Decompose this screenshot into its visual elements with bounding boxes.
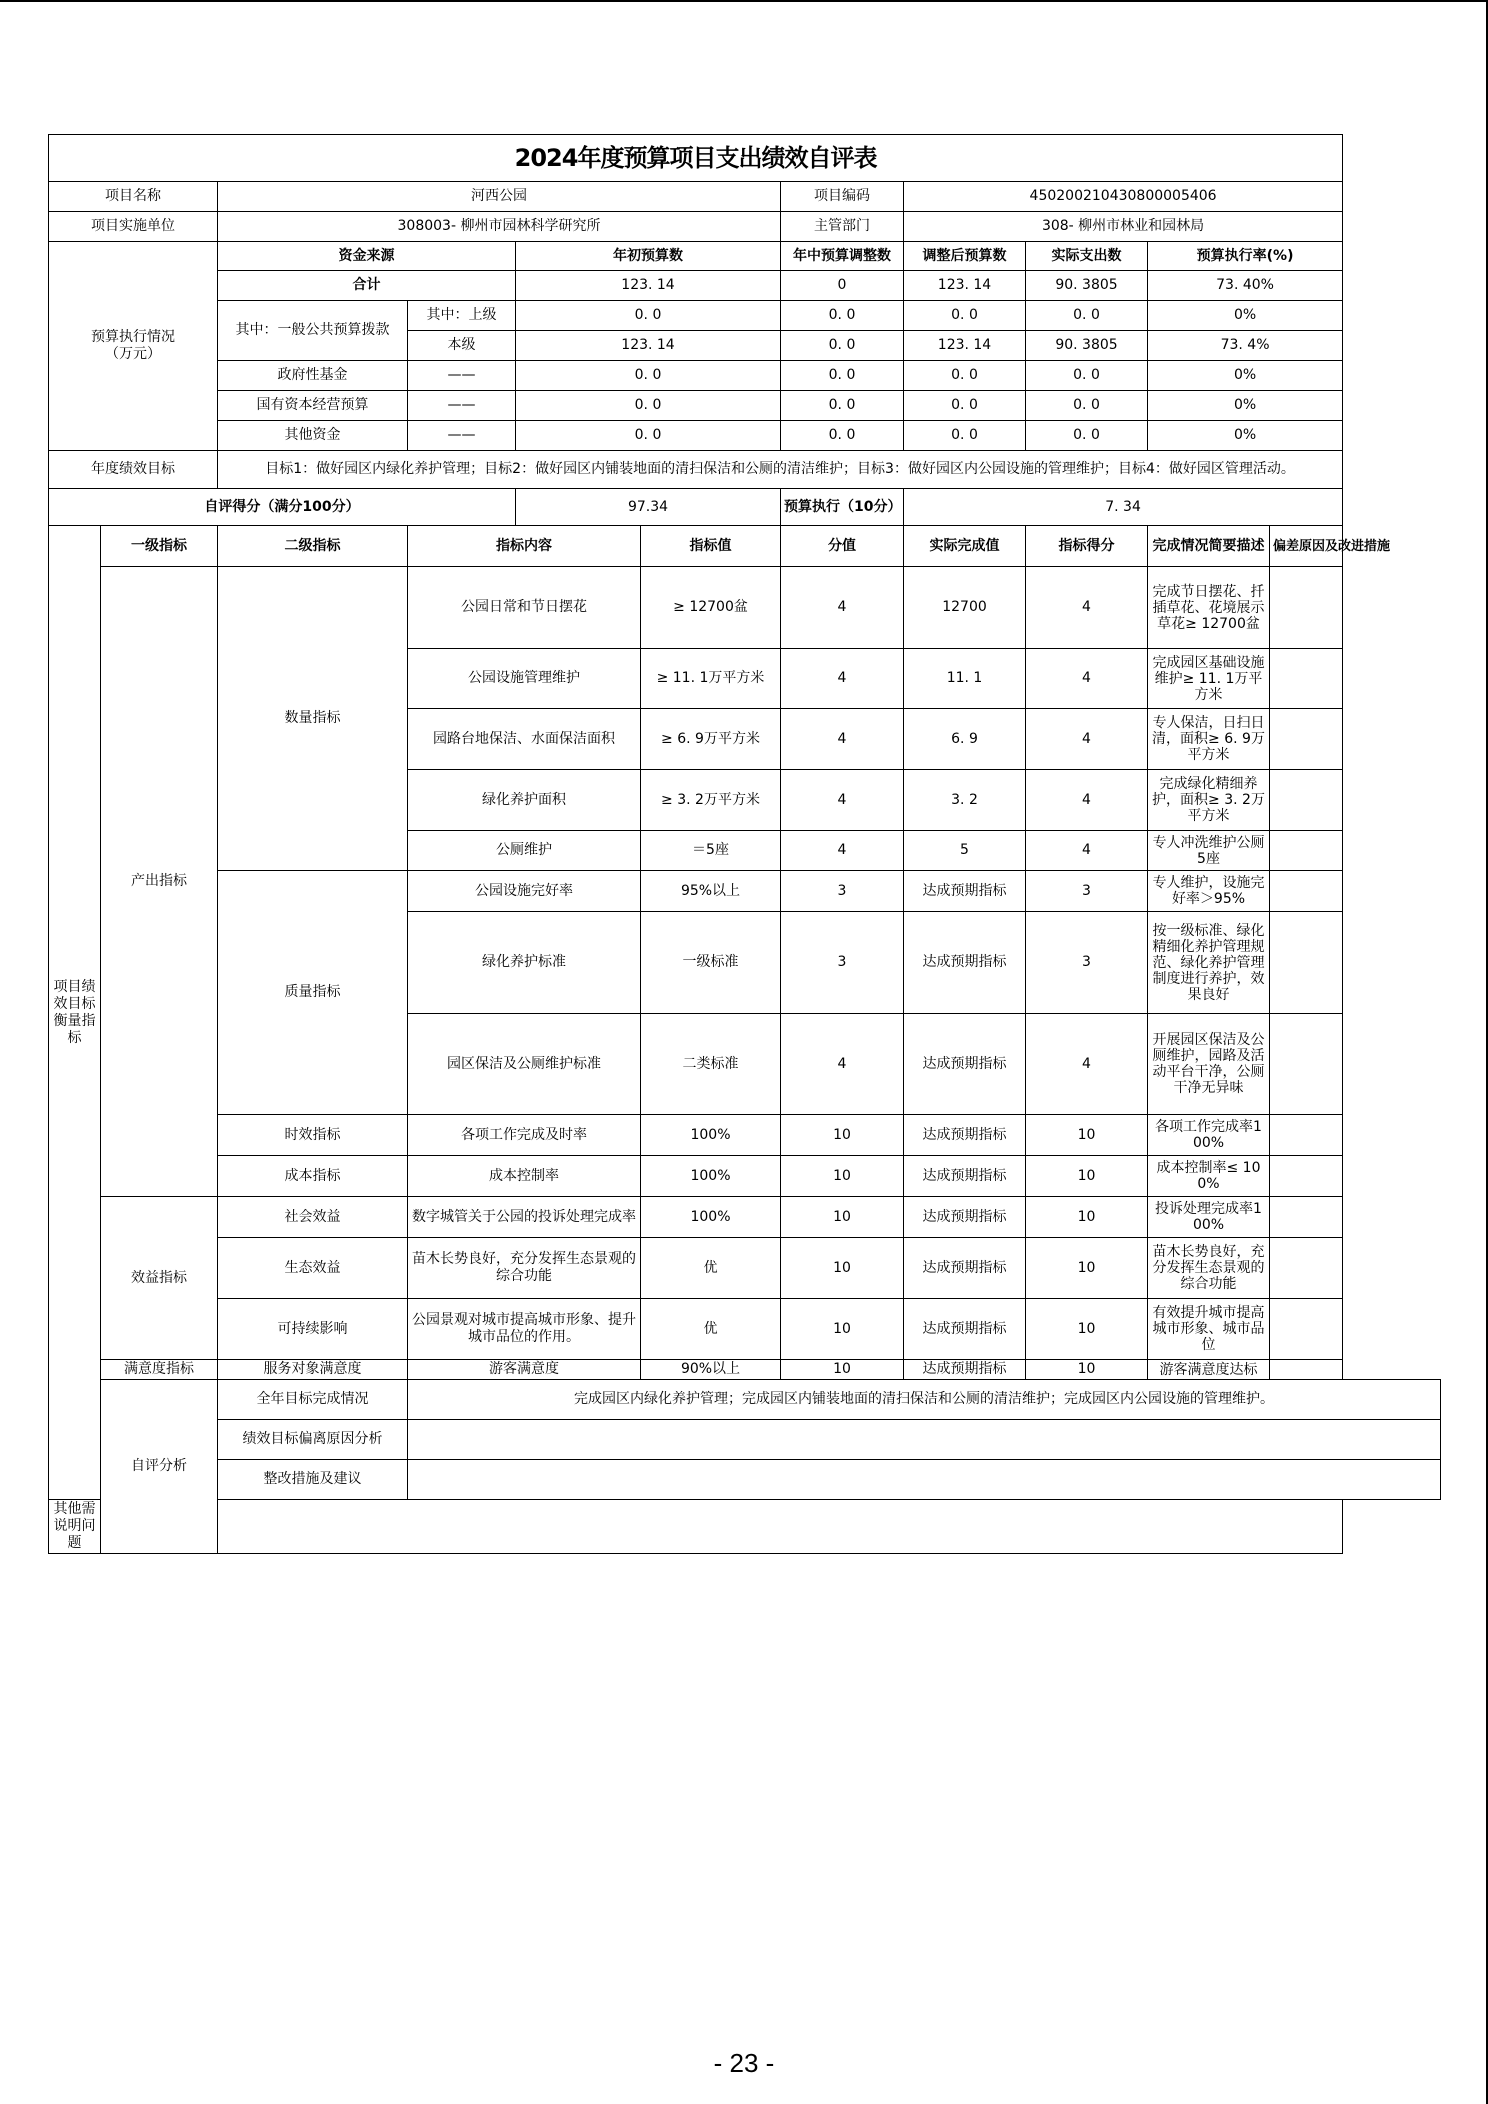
project-code-value: 450200210430800005406 [904, 182, 1343, 212]
indicator-deviation [1270, 567, 1343, 649]
indicator-desc: 完成节日摆花、扦插草花、花境展示草花≥ 12700盆 [1148, 567, 1270, 649]
indicator-score: 10 [1026, 1360, 1148, 1380]
group-satisfaction: 满意度指标 [101, 1360, 218, 1380]
budget-statecapital-label: 国有资本经营预算 [218, 391, 408, 421]
indicator-content: 数字城管关于公园的投诉处理完成率 [408, 1197, 641, 1238]
indicator-score: 4 [1026, 709, 1148, 770]
indicator-deviation [1270, 871, 1343, 912]
analysis-section-label: 自评分析 [101, 1380, 218, 1554]
budget-exec-value: 7. 34 [904, 489, 1343, 526]
indicator-weight: 4 [781, 831, 904, 871]
indicator-desc: 专人保洁，日扫日清，面积≥ 6. 9万平方米 [1148, 709, 1270, 770]
indicator-score: 3 [1026, 912, 1148, 1014]
budget-upper-actual: 0. 0 [1026, 301, 1148, 331]
score-label: 自评得分（满分100分） [49, 489, 516, 526]
indicator-target: ≥ 6. 9万平方米 [641, 709, 781, 770]
indicator-actual: 5 [904, 831, 1026, 871]
group-timeliness: 时效指标 [218, 1115, 408, 1156]
page-top-border [0, 0, 1488, 2]
group-output: 产出指标 [101, 567, 218, 1197]
budget-statecapital-rate: 0% [1148, 391, 1343, 421]
indicator-actual: 达成预期指标 [904, 871, 1026, 912]
indicator-content: 园路台地保洁、水面保洁面积 [408, 709, 641, 770]
indicator-weight: 10 [781, 1299, 904, 1360]
indicator-desc: 开展园区保洁及公厕维护，园路及活动平台干净，公厕干净无异味 [1148, 1014, 1270, 1115]
indicator-target: 优 [641, 1299, 781, 1360]
indicator-content: 苗木长势良好，充分发挥生态景观的综合功能 [408, 1238, 641, 1299]
group-benefit: 效益指标 [101, 1197, 218, 1360]
score-value: 97.34 [516, 489, 781, 526]
indicator-deviation [1270, 1014, 1343, 1115]
indicator-deviation [1270, 1115, 1343, 1156]
indicator-content: 成本控制率 [408, 1156, 641, 1197]
indicator-deviation [1270, 1238, 1343, 1299]
indicator-weight: 10 [781, 1156, 904, 1197]
indicator-actual: 达成预期指标 [904, 1014, 1026, 1115]
ind-header-score: 指标得分 [1026, 526, 1148, 567]
unit-label: 项目实施单位 [49, 212, 218, 242]
budget-upper-initial: 0. 0 [516, 301, 781, 331]
indicator-score: 4 [1026, 1014, 1148, 1115]
indicator-desc: 完成园区基础设施维护≥ 11. 1万平方米 [1148, 649, 1270, 709]
indicator-desc: 苗木长势良好，充分发挥生态景观的综合功能 [1148, 1238, 1270, 1299]
budget-local-adjust: 0. 0 [781, 331, 904, 361]
indicator-actual: 达成预期指标 [904, 1115, 1026, 1156]
budget-local-rate: 73. 4% [1148, 331, 1343, 361]
indicator-score: 10 [1026, 1115, 1148, 1156]
budget-upper-rate: 0% [1148, 301, 1343, 331]
indicator-target: 90%以上 [641, 1360, 781, 1380]
indicator-actual: 6. 9 [904, 709, 1026, 770]
indicator-content: 公园日常和节日摆花 [408, 567, 641, 649]
analysis-other-label: 其他需说明问题 [49, 1500, 101, 1554]
budget-statecapital-adjust: 0. 0 [781, 391, 904, 421]
dept-label: 主管部门 [781, 212, 904, 242]
indicator-target: 优 [641, 1238, 781, 1299]
indicator-target: 一级标准 [641, 912, 781, 1014]
indicator-score: 4 [1026, 567, 1148, 649]
indicator-content: 各项工作完成及时率 [408, 1115, 641, 1156]
analysis-deviation-text [408, 1420, 1441, 1460]
budget-other-dash: —— [408, 421, 516, 451]
budget-other-initial: 0. 0 [516, 421, 781, 451]
indicator-actual: 3. 2 [904, 770, 1026, 831]
indicator-actual: 达成预期指标 [904, 1299, 1026, 1360]
indicator-deviation [1270, 1360, 1343, 1380]
indicator-target: 100% [641, 1115, 781, 1156]
indicator-content: 绿化养护标准 [408, 912, 641, 1014]
budget-govfund-adjust: 0. 0 [781, 361, 904, 391]
indicator-actual: 12700 [904, 567, 1026, 649]
budget-exec-label: 预算执行（10分） [781, 489, 904, 526]
indicator-actual: 11. 1 [904, 649, 1026, 709]
budget-total-rate: 73. 40% [1148, 271, 1343, 301]
budget-other-rate: 0% [1148, 421, 1343, 451]
indicator-weight: 4 [781, 709, 904, 770]
indicator-desc: 按一级标准、绿化精细化养护管理规范、绿化养护管理制度进行养护，效果良好 [1148, 912, 1270, 1014]
indicator-score: 4 [1026, 831, 1148, 871]
goal-text: 目标1：做好园区内绿化养护管理；目标2：做好园区内铺装地面的清扫保洁和公厕的清洁维护；目标3：做好园区内公园设施的管理维护；目标4：做好园区管理活动。 [218, 451, 1343, 489]
ind-header-content: 指标内容 [408, 526, 641, 567]
indicator-section-label: 项目绩效目标衡量指标 [49, 526, 101, 1500]
indicator-score: 10 [1026, 1238, 1148, 1299]
indicator-actual: 达成预期指标 [904, 912, 1026, 1014]
indicator-actual: 达成预期指标 [904, 1156, 1026, 1197]
budget-statecapital-actual: 0. 0 [1026, 391, 1148, 421]
ind-header-desc: 完成情况简要描述 [1148, 526, 1270, 567]
indicator-deviation [1270, 1299, 1343, 1360]
budget-govfund-rate: 0% [1148, 361, 1343, 391]
budget-total-adjusted: 123. 14 [904, 271, 1026, 301]
budget-statecapital-dash: —— [408, 391, 516, 421]
indicator-content: 公园景观对城市提高城市形象、提升城市品位的作用。 [408, 1299, 641, 1360]
indicator-target: ≥ 3. 2万平方米 [641, 770, 781, 831]
budget-upper-adjusted: 0. 0 [904, 301, 1026, 331]
indicator-weight: 4 [781, 567, 904, 649]
indicator-content: 绿化养护面积 [408, 770, 641, 831]
indicator-desc: 有效提升城市提高城市形象、城市品位 [1148, 1299, 1270, 1360]
indicator-score: 4 [1026, 770, 1148, 831]
budget-total-initial: 123. 14 [516, 271, 781, 301]
indicator-deviation [1270, 1156, 1343, 1197]
analysis-other-text [218, 1500, 1343, 1554]
indicator-desc: 游客满意度达标 [1148, 1360, 1270, 1380]
budget-govfund-dash: —— [408, 361, 516, 391]
ind-header-target: 指标值 [641, 526, 781, 567]
budget-govfund-adjusted: 0. 0 [904, 361, 1026, 391]
indicator-weight: 4 [781, 1014, 904, 1115]
indicator-content: 园区保洁及公厕维护标准 [408, 1014, 641, 1115]
budget-upper-adjust: 0. 0 [781, 301, 904, 331]
indicator-score: 10 [1026, 1299, 1148, 1360]
ind-header-level2: 二级指标 [218, 526, 408, 567]
ind-header-actual: 实际完成值 [904, 526, 1026, 567]
budget-total-adjust: 0 [781, 271, 904, 301]
indicator-target: ＝5座 [641, 831, 781, 871]
indicator-deviation [1270, 770, 1343, 831]
indicator-target: 95%以上 [641, 871, 781, 912]
indicator-actual: 达成预期指标 [904, 1360, 1026, 1380]
budget-other-label: 其他资金 [218, 421, 408, 451]
budget-other-actual: 0. 0 [1026, 421, 1148, 451]
ind-header-deviation: 偏差原因及改进措施 [1270, 526, 1343, 567]
group-quantity: 数量指标 [218, 567, 408, 871]
indicator-desc: 完成绿化精细养护，面积≥ 3. 2万平方米 [1148, 770, 1270, 831]
ind-header-level1: 一级指标 [101, 526, 218, 567]
analysis-measures-text [408, 1460, 1441, 1500]
budget-other-adjust: 0. 0 [781, 421, 904, 451]
budget-statecapital-adjusted: 0. 0 [904, 391, 1026, 421]
indicator-deviation [1270, 831, 1343, 871]
budget-govfund-initial: 0. 0 [516, 361, 781, 391]
budget-govfund-actual: 0. 0 [1026, 361, 1148, 391]
budget-govfund-label: 政府性基金 [218, 361, 408, 391]
indicator-weight: 4 [781, 770, 904, 831]
budget-other-adjusted: 0. 0 [904, 421, 1026, 451]
indicator-desc: 投诉处理完成率100% [1148, 1197, 1270, 1238]
ind-header-weight: 分值 [781, 526, 904, 567]
budget-header-initial: 年初预算数 [516, 242, 781, 271]
indicator-target: 100% [641, 1197, 781, 1238]
indicator-desc: 成本控制率≤ 100% [1148, 1156, 1270, 1197]
indicator-weight: 10 [781, 1115, 904, 1156]
indicator-weight: 3 [781, 912, 904, 1014]
indicator-weight: 10 [781, 1360, 904, 1380]
indicator-content: 游客满意度 [408, 1360, 641, 1380]
dept-value: 308- 柳州市林业和园林局 [904, 212, 1343, 242]
indicator-deviation [1270, 649, 1343, 709]
indicator-actual: 达成预期指标 [904, 1197, 1026, 1238]
indicator-score: 4 [1026, 649, 1148, 709]
indicator-desc: 专人冲洗维护公厕5座 [1148, 831, 1270, 871]
indicator-target: ≥ 12700盆 [641, 567, 781, 649]
project-name-value: 河西公园 [218, 182, 781, 212]
group-social: 社会效益 [218, 1197, 408, 1238]
indicator-weight: 10 [781, 1238, 904, 1299]
budget-total-actual: 90. 3805 [1026, 271, 1148, 301]
budget-upper-label: 其中：上级 [408, 301, 516, 331]
indicator-desc: 专人维护，设施完好率＞95% [1148, 871, 1270, 912]
indicator-score: 10 [1026, 1156, 1148, 1197]
group-eco: 生态效益 [218, 1238, 408, 1299]
project-name-label: 项目名称 [49, 182, 218, 212]
budget-header-source: 资金来源 [218, 242, 516, 271]
indicator-deviation [1270, 912, 1343, 1014]
unit-value: 308003- 柳州市园林科学研究所 [218, 212, 781, 242]
group-sustain: 可持续影响 [218, 1299, 408, 1360]
budget-header-rate: 预算执行率(%) [1148, 242, 1343, 271]
indicator-desc: 各项工作完成率100% [1148, 1115, 1270, 1156]
budget-general-label: 其中：一般公共预算拨款 [218, 301, 408, 361]
analysis-deviation-label: 绩效目标偏离原因分析 [218, 1420, 408, 1460]
indicator-weight: 4 [781, 649, 904, 709]
analysis-completion-text: 完成园区内绿化养护管理；完成园区内铺装地面的清扫保洁和公厕的清洁维护；完成园区内公园设施的管理维护。 [408, 1380, 1441, 1420]
performance-evaluation-table [48, 134, 1441, 1554]
group-cost: 成本指标 [218, 1156, 408, 1197]
analysis-measures-label: 整改措施及建议 [218, 1460, 408, 1500]
budget-statecapital-initial: 0. 0 [516, 391, 781, 421]
indicator-score: 10 [1026, 1197, 1148, 1238]
goal-label: 年度绩效目标 [49, 451, 218, 489]
indicator-content: 公园设施管理维护 [408, 649, 641, 709]
budget-section-label: 预算执行情况 （万元） [49, 242, 218, 451]
indicator-weight: 10 [781, 1197, 904, 1238]
project-code-label: 项目编码 [781, 182, 904, 212]
indicator-target: 二类标准 [641, 1014, 781, 1115]
indicator-content: 公厕维护 [408, 831, 641, 871]
indicator-score: 3 [1026, 871, 1148, 912]
budget-header-actual: 实际支出数 [1026, 242, 1148, 271]
budget-local-label: 本级 [408, 331, 516, 361]
indicator-target: 100% [641, 1156, 781, 1197]
budget-header-adjusted: 调整后预算数 [904, 242, 1026, 271]
indicator-weight: 3 [781, 871, 904, 912]
indicator-deviation [1270, 1197, 1343, 1238]
table-title: 2024年度预算项目支出绩效自评表 [49, 135, 1343, 182]
budget-total-label: 合计 [218, 271, 516, 301]
indicator-target: ≥ 11. 1万平方米 [641, 649, 781, 709]
group-quality: 质量指标 [218, 871, 408, 1115]
group-service: 服务对象满意度 [218, 1360, 408, 1380]
budget-local-initial: 123. 14 [516, 331, 781, 361]
page-number: - 23 - [713, 2048, 775, 2078]
indicator-deviation [1270, 709, 1343, 770]
budget-local-adjusted: 123. 14 [904, 331, 1026, 361]
analysis-completion-label: 全年目标完成情况 [218, 1380, 408, 1420]
budget-local-actual: 90. 3805 [1026, 331, 1148, 361]
indicator-content: 公园设施完好率 [408, 871, 641, 912]
budget-header-adjust: 年中预算调整数 [781, 242, 904, 271]
indicator-actual: 达成预期指标 [904, 1238, 1026, 1299]
